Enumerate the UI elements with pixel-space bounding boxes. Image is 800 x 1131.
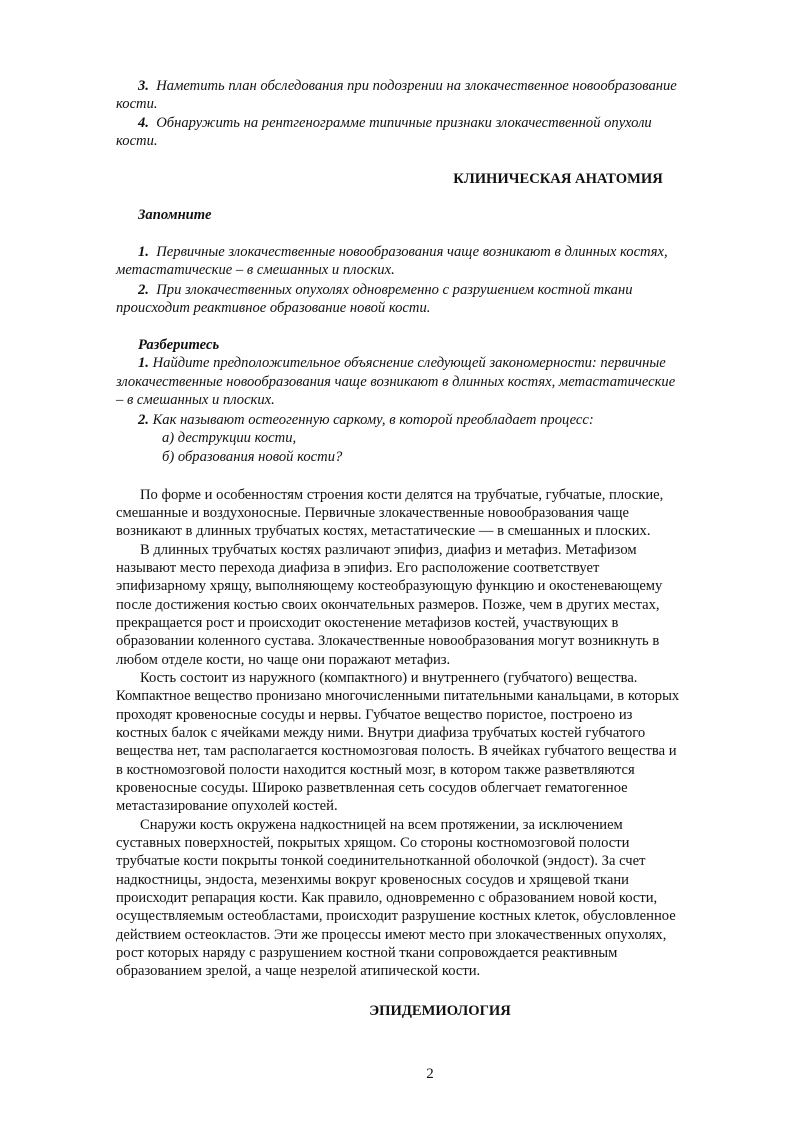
- section-title-epidemiology: [0, 1002, 800, 1020]
- body-line: называют место перехода диафиза в эпифиз. Его расположение соответствует: [116, 560, 600, 576]
- body-line: происходит репарация кости. Как правило, одновременно с образованием новой кости,: [116, 890, 658, 906]
- remember-item-2: [138, 281, 633, 299]
- body-line: прекращается рост и происходит окостенение метафизов костей, участвующих в: [116, 615, 619, 631]
- remember-item-1: [138, 243, 668, 261]
- body-line: проходят кровеносные сосуды и нервы. Губчатое вещество пористое, построено из: [116, 707, 633, 723]
- item-text-cont: происходит реактивное образование новой кости.: [116, 300, 431, 316]
- item-text: При злокачественных опухолях одновременно с разрушением костной ткани: [156, 282, 633, 298]
- body-line: после достижения костью своих окончательных размеров. Позже, чем в других местах,: [116, 597, 660, 613]
- question-number: 2.: [138, 412, 149, 428]
- question-option-a: а) деструкции кости,: [162, 430, 297, 446]
- item-text: Первичные злокачественные новообразования чаще возникают в длинных костях,: [156, 244, 668, 260]
- objective-text-cont: кости.: [116, 133, 158, 149]
- body-line: образовании коленного сустава. Злокачественные новообразования могут возникнуть в: [116, 633, 660, 649]
- body-line: Компактное вещество пронизано многочисленными питательными канальцами, в которых: [116, 688, 680, 704]
- question-text-cont: злокачественные новообразования чаще возникают в длинных костях, метастатические: [116, 374, 676, 390]
- question-1: [138, 354, 666, 372]
- question-text: Как называют остеогенную саркому, в которой преобладает процесс:: [152, 412, 594, 428]
- section-title-anatomy: [0, 170, 800, 188]
- figure-out-heading: Разберитесь: [138, 337, 220, 353]
- objective-number: 3.: [138, 78, 149, 94]
- item-text-cont: метастатические – в смешанных и плоских.: [116, 262, 395, 278]
- page-number: 2: [426, 1066, 434, 1082]
- body-line: кровеносные сосуды. Широко разветвленная сеть сосудов облегчает гематогенное: [116, 780, 628, 796]
- section-title-text: КЛИНИЧЕСКАЯ АНАТОМИЯ: [453, 171, 663, 187]
- body-line: эпифизарному хрящу, выполняющему костеобразующую функцию и окостеневающему: [116, 578, 663, 594]
- body-line: действием остеокластов. Эти же процессы имеют место при злокачественных опухолях,: [116, 927, 667, 943]
- objective-3: [138, 77, 677, 95]
- body-line: смешанные и воздухоносные. Первичные злокачественные новообразования чаще: [116, 505, 630, 521]
- objective-text: Обнаружить на рентгенограмме типичные признаки злокачественной опухоли: [156, 115, 652, 131]
- body-line: в костномозговой полости находится костный мозг, в котором также разветвляются: [116, 762, 635, 778]
- body-line: осуществляемым остеобластами, происходит разрушение костных клеток, обусловленное: [116, 908, 676, 924]
- body-line: образованием зрелой, а чаще незрелой атипической кости.: [116, 963, 481, 979]
- objective-4: [138, 114, 652, 132]
- body-line: надкостницы, эндоста, мезенхимы вокруг кровеносных сосудов и хрящевой ткани: [116, 872, 629, 888]
- question-number: 1.: [138, 355, 149, 371]
- body-line: По форме и особенностям строения кости делятся на трубчатые, губчатые, плоские,: [140, 487, 664, 503]
- remember-heading: Запомните: [138, 207, 212, 223]
- objective-text: Наметить план обследования при подозрении на злокачественное новообразование: [156, 78, 677, 94]
- body-line: рост которых наряду с разрушением костной ткани сопровождается реактивным: [116, 945, 618, 961]
- body-line: Кость состоит из наружного (компактного) и внутреннего (губчатого) вещества.: [140, 670, 638, 686]
- item-number: 1.: [138, 244, 149, 260]
- section-title-text: ЭПИДЕМИОЛОГИЯ: [369, 1003, 511, 1019]
- question-2: [138, 411, 594, 429]
- objective-text-cont: кости.: [116, 96, 158, 112]
- body-line: костных балок с ячейками между ними. Внутри диафиза трубчатых костей губчатого: [116, 725, 646, 741]
- body-line: возникают в длинных трубчатых костях, метастатические — в смешанных и плоских.: [116, 523, 651, 539]
- body-line: суставных поверхностей, покрытых хрящом. Со стороны костномозговой полости: [116, 835, 630, 851]
- body-line: В длинных трубчатых костях различают эпифиз, диафиз и метафиз. Метафизом: [140, 542, 637, 558]
- question-text: Найдите предположительное объяснение следующей закономерности: первичные: [152, 355, 666, 371]
- body-line: вещества нет, там располагается костномозговая полость. В ячейках губчатого вещества и: [116, 743, 677, 759]
- body-line: любом отделе кости, но чаще они поражают метафиз.: [116, 652, 451, 668]
- item-number: 2.: [138, 282, 149, 298]
- body-line: Снаружи кость окружена надкостницей на всем протяжении, за исключением: [140, 817, 623, 833]
- question-option-b: б) образования новой кости?: [162, 449, 343, 465]
- body-line: метастазирование опухолей костей.: [116, 798, 338, 814]
- question-text-cont: – в смешанных и плоских.: [116, 392, 275, 408]
- body-line: трубчатые кости покрыты тонкой соединительнотканной оболочкой (эндост). За счет: [116, 853, 646, 869]
- objective-number: 4.: [138, 115, 149, 131]
